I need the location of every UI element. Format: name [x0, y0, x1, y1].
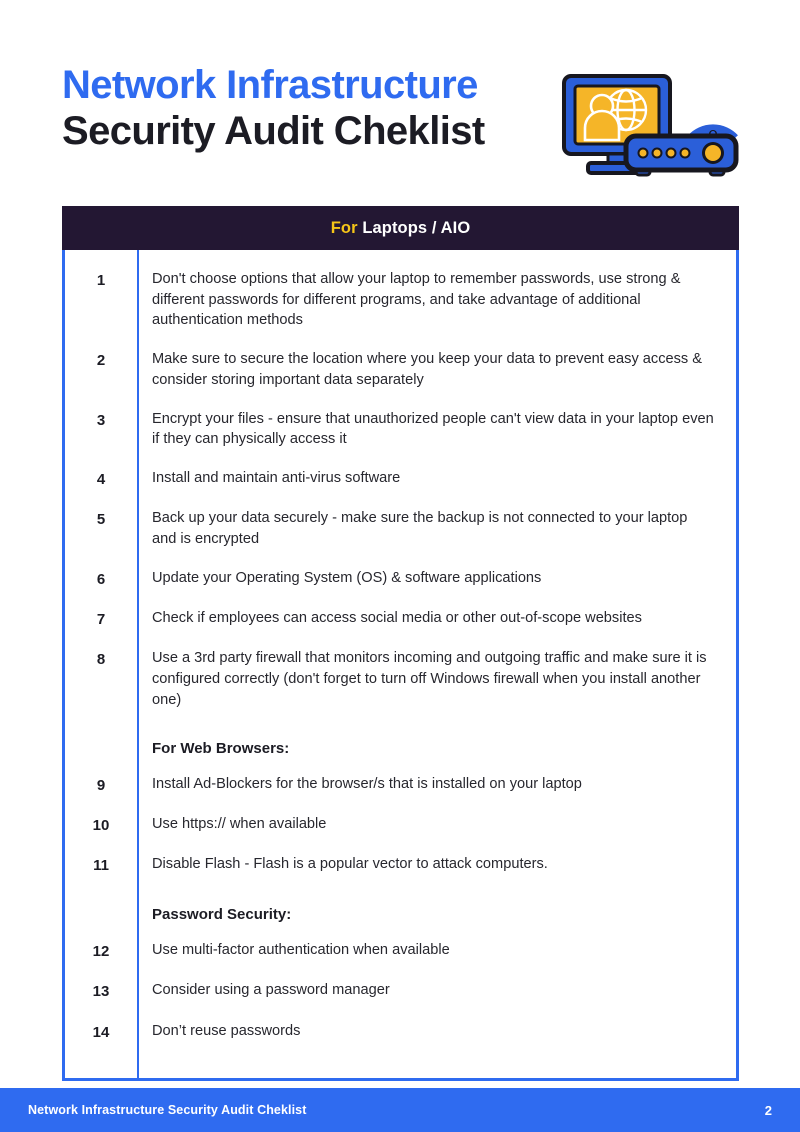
checklist-row-number [65, 904, 137, 905]
checklist-row-text: Install and maintain anti-virus software [152, 470, 401, 487]
checklist-section-header [65, 720, 736, 765]
page-title-line-2: Security Audit Cheklist [62, 109, 485, 154]
checklist-row [65, 260, 736, 340]
checklist-row-number: 5 [96, 511, 106, 529]
checklist-row [65, 499, 736, 558]
checklist-row-number: 6 [96, 570, 106, 588]
checklist-row-text: Use multi-factor authentication when available [152, 942, 450, 958]
checklist-row-number: 14 [92, 1023, 110, 1041]
checklist-row-number: 12 [92, 943, 110, 960]
footer-document-title: Network Infrastructure Security Audit Cheklist [28, 1103, 307, 1117]
footer-page-number: 2 [764, 1102, 772, 1118]
checklist-row [65, 805, 736, 845]
checklist-row-text: Disable Flash - Flash is a popular vector to attack computers. [152, 856, 548, 873]
checklist-section-label: Password Security: [152, 905, 292, 923]
table-header-label [331, 219, 471, 238]
checklist-row [65, 459, 736, 499]
page-footer [0, 1088, 800, 1132]
checklist-row [65, 765, 736, 805]
table-body [62, 250, 739, 1081]
checklist-table [62, 206, 739, 1081]
checklist-row-number: 8 [96, 651, 106, 669]
checklist-row [65, 971, 736, 1011]
checklist-row-number: 3 [96, 411, 106, 429]
checklist-row-number [65, 738, 137, 739]
checklist-row-text: Encrypt your files - ensure that unauthorized people can't view data in your laptop even if they can physically access it [152, 410, 714, 448]
checklist-row-number: 10 [92, 817, 110, 835]
table-column-divider [137, 250, 139, 1078]
checklist-row-number: 11 [93, 857, 109, 875]
checklist-row [65, 845, 736, 885]
checklist-row-number: 7 [96, 611, 106, 629]
checklist-row-text: Back up your data securely - make sure the backup is not connected to your laptop and is encrypted [152, 510, 688, 548]
checklist-row-text: Don't choose options that allow your laptop to remember passwords, use strong & different passwords for different programs, and take advantage of additional authentication methods [152, 271, 681, 329]
checklist-row-text: Use https:// when available [152, 816, 327, 833]
checklist-section-header [65, 886, 736, 931]
checklist-row-text: Consider using a password manager [152, 982, 390, 999]
checklist-row-number: 1 [96, 272, 106, 289]
checklist-row [65, 1012, 736, 1052]
page-header [62, 62, 748, 172]
checklist-rows [65, 260, 736, 1052]
checklist-row [65, 340, 736, 399]
checklist-row [65, 931, 736, 971]
checklist-section-label: For Web Browsers: [152, 739, 290, 757]
table-header-for-word: For [330, 218, 358, 237]
checklist-row-number: 13 [92, 983, 110, 1001]
page-title-line-1: Network Infrastructure [62, 63, 478, 107]
checklist-row-number: 9 [96, 776, 106, 794]
checklist-row [65, 639, 736, 719]
network-monitor-router-icon [558, 70, 748, 178]
checklist-row [65, 599, 736, 639]
checklist-row-text: Use a 3rd party firewall that monitors incoming and outgoing traffic and make sure it is configured correctly (don't forget to turn off Windows firewall when you install another one) [152, 650, 707, 708]
checklist-row-text: Update your Operating System (OS) & software applications [152, 569, 542, 586]
checklist-row-text: Don’t reuse passwords [152, 1022, 301, 1039]
checklist-row [65, 559, 736, 599]
table-header [62, 206, 739, 250]
checklist-row [65, 400, 736, 459]
checklist-row-text: Check if employees can access social media or other out-of-scope websites [152, 610, 642, 627]
checklist-row-text: Install Ad-Blockers for the browser/s that is installed on your laptop [152, 775, 582, 792]
table-header-subject: Laptops / AIO [362, 218, 471, 237]
checklist-row-number: 2 [96, 352, 106, 370]
checklist-row-number: 4 [96, 471, 106, 489]
checklist-row-text: Make sure to secure the location where you keep your data to prevent easy access & consider storing important data separately [152, 351, 703, 388]
page-title [62, 62, 485, 154]
